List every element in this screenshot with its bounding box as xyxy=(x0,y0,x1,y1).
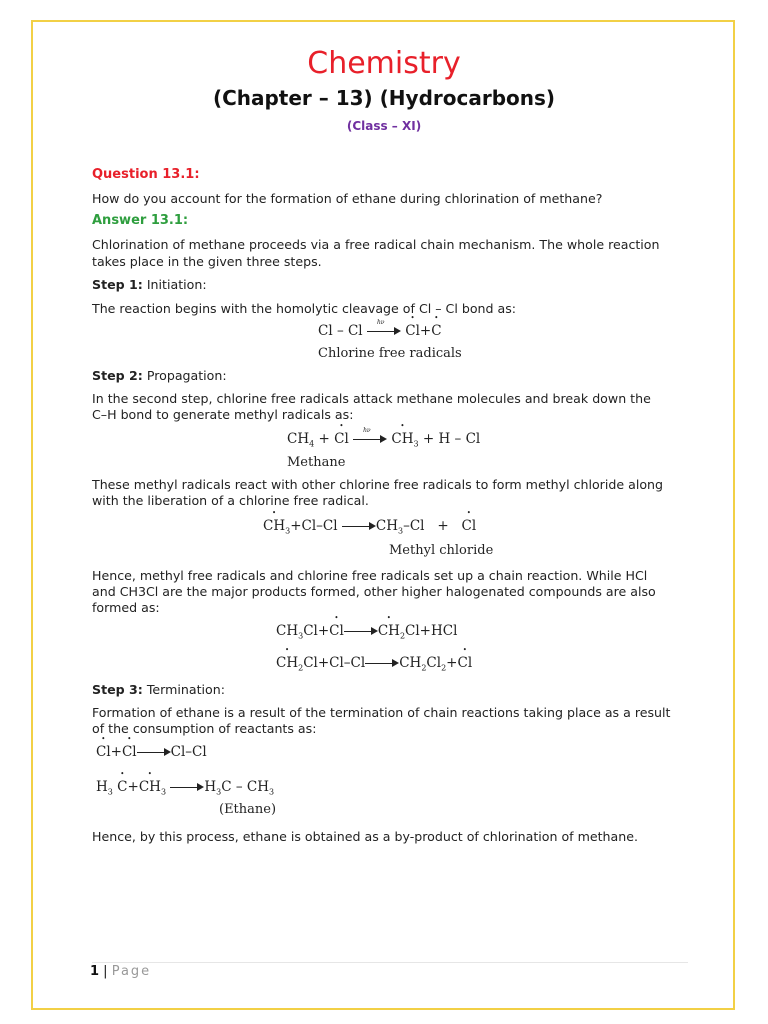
equation-label-methane: Methane xyxy=(287,455,346,470)
reaction-arrow-icon xyxy=(344,627,378,637)
step-2-heading: Step 2: Propagation: xyxy=(92,368,227,383)
equation-halogenation-1: $CH_3Cl+•$ Cl• $CH_2Cl+HCl$ xyxy=(276,623,457,641)
reaction-arrow-icon: hν xyxy=(353,435,387,445)
class-label: (Class – XI) xyxy=(346,119,422,133)
reaction-arrow-icon: hν xyxy=(367,327,401,337)
page-title: Chemistry xyxy=(307,46,461,81)
step-3-line-1: Formation of ethane is a result of the termination of chain reactions taking place as a result xyxy=(92,705,671,720)
answer-intro-line-1: Chlorination of methane proceeds via a free radical chain mechanism. The whole reaction xyxy=(92,237,660,252)
equation-label-ethane: (Ethane) xyxy=(219,802,277,817)
question-text: How do you account for the formation of ethane during chlorination of methane? xyxy=(92,191,603,206)
equation-initiation: Cl – Cl hν • Cl+• C xyxy=(318,323,442,339)
hence-text-line-1: Hence, methyl free radicals and chlorine free radicals set up a chain reaction. While HCl xyxy=(92,568,648,583)
equation-propagation-2: • $CH_3+Cl-Cl$ $CH_3-Cl$ + • Cl xyxy=(263,518,476,536)
step-3-heading: Step 3: Termination: xyxy=(92,682,225,697)
hence-text-line-2: and CH3Cl are the major products formed, other higher halogenated compounds are also xyxy=(92,584,656,599)
equation-termination-2: $H_3$ • C+• $CH_3$ $H_3C - CH_3$ xyxy=(96,779,274,797)
equation-label-chlorine-radicals: Chlorine free radicals xyxy=(318,346,462,361)
equation-propagation-1: $CH_4$ + • Cl hν • $CH_3 + H - Cl$ xyxy=(287,431,480,449)
page-footer: 1 | Page xyxy=(90,964,152,979)
step-2-line-1: In the second step, chlorine free radicals attack methane molecules and break down the xyxy=(92,391,651,406)
step-2-line-2: C–H bond to generate methyl radicals as: xyxy=(92,407,354,422)
methyl-text-line-2: with the liberation of a chlorine free radical. xyxy=(92,493,369,508)
equation-halogenation-2: • $CH_2Cl+Cl-Cl$ $CH_2Cl_2+•$ Cl xyxy=(276,655,472,673)
answer-label: Answer 13.1: xyxy=(92,213,189,228)
equation-termination-1: • Cl+• Cl Cl–Cl xyxy=(96,744,207,760)
step-1-text: The reaction begins with the homolytic cleavage of Cl – Cl bond as: xyxy=(92,301,517,316)
question-label: Question 13.1: xyxy=(92,167,200,182)
chapter-subtitle: (Chapter – 13) (Hydrocarbons) xyxy=(212,86,556,110)
reaction-arrow-icon xyxy=(365,659,399,669)
conclusion-text: Hence, by this process, ethane is obtained as a by-product of chlorination of methane. xyxy=(92,829,638,844)
answer-intro-line-2: takes place in the given three steps. xyxy=(92,254,322,269)
footer-divider xyxy=(92,962,688,963)
methyl-text-line-1: These methyl radicals react with other chlorine free radicals to form methyl chloride along xyxy=(92,477,664,492)
hence-text-line-3: formed as: xyxy=(92,600,160,615)
equation-label-methyl-chloride: Methyl chloride xyxy=(389,543,494,558)
reaction-arrow-icon xyxy=(170,783,204,793)
reaction-arrow-icon xyxy=(342,522,376,532)
step-3-line-2: of the consumption of reactants as: xyxy=(92,721,317,736)
reaction-arrow-icon xyxy=(137,748,171,758)
step-1-heading: Step 1: Initiation: xyxy=(92,277,207,292)
